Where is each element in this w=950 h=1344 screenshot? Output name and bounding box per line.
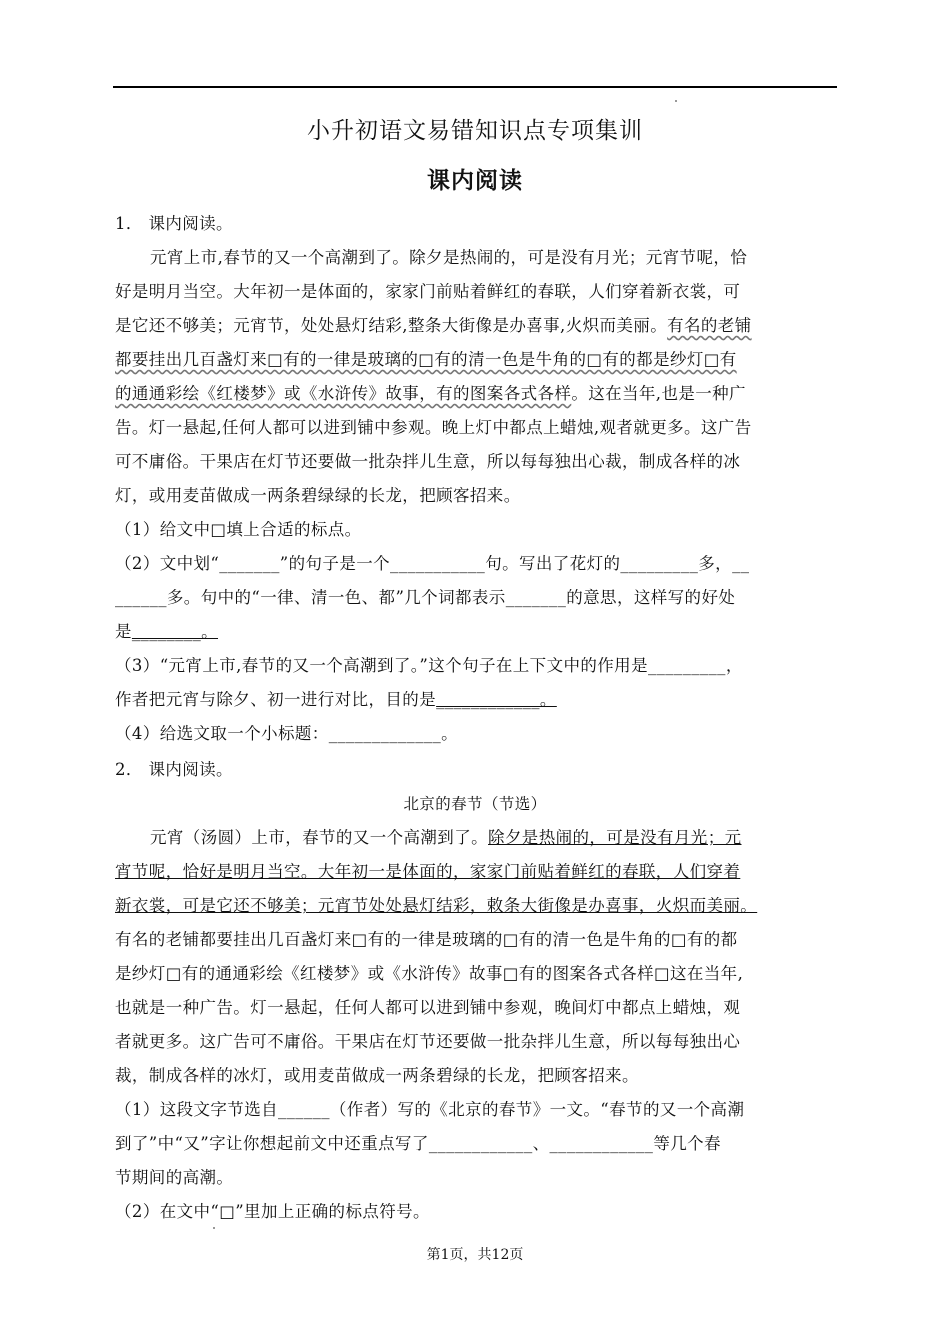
q2-para-line: 新衣裳，可是它还不够美；元宵节处处悬灯结彩，敕条大街像是办喜事，火炽而美丽。 [115, 896, 758, 915]
q1-para-line [115, 349, 737, 371]
q2-para-line: 裁，制成各样的冰灯，或用麦苗做成一两条碧绿的长龙，把顾客招来。 [115, 1066, 639, 1085]
blank[interactable]: ___________ [390, 554, 486, 573]
text: ”的句子是一个 [279, 554, 391, 573]
text: 、 [532, 1134, 550, 1153]
q1-para-line: 告。灯一悬起,任何人都可以进到铺中参观。晚上灯中都点上蜡烛,观者就更多。这广告 [115, 418, 752, 437]
blank[interactable]: _________ [647, 656, 726, 675]
speck [675, 100, 677, 102]
text: （2）文中划“ [115, 554, 220, 573]
text: 多， [698, 554, 733, 573]
text: 句。写出了花灯的 [485, 554, 621, 573]
q1-para-line [115, 315, 752, 337]
text: 多。句中的“一律、清一色、都”几个词都表示 [166, 588, 506, 607]
text: （1）这段文字节选自 [115, 1100, 278, 1119]
blank[interactable]: _____________ [328, 724, 442, 743]
text: 等几个春 [653, 1134, 721, 1153]
q1-heading: 1． 课内阅读。 [115, 214, 233, 233]
q1-sub1: （1）给文中□填上合适的标点。 [115, 520, 362, 539]
q1-sub2 [115, 553, 749, 575]
q2-para-line: 也就是一种广告。灯一悬起，任何人都可以进到铺中参观，晚间灯中都点上蜡烛，观 [115, 998, 741, 1017]
q2-passage-title: 北京的春节（节选） [403, 795, 547, 813]
blank[interactable]: ____________ [549, 1134, 654, 1153]
marked-sentence: 有名的老铺 [667, 316, 752, 335]
q1-para-line: 可不庸俗。干果店在灯节还要做一批杂拌儿生意，所以每每独出心裁，制成各样的冰 [115, 452, 741, 471]
q1-para-line: 灯，或用麦苗做成一两条碧绿绿的长龙，把顾客招来。 [115, 486, 521, 505]
blank[interactable]: ____________。 [436, 690, 557, 709]
blank[interactable]: _________ [620, 554, 699, 573]
text: 是它还不够美；元宵节，处处悬灯结彩,整条大街像是办喜事,火炽而美丽。 [115, 316, 668, 335]
q2-sub1-cont [115, 1133, 721, 1155]
text: 是 [115, 622, 132, 641]
speck [213, 1227, 215, 1229]
q1-sub4 [115, 723, 458, 745]
text: 的意思，这样写的好处 [566, 588, 736, 607]
text: （作者）写的《北京的春节》一文。“春节的又一个高潮 [329, 1100, 745, 1119]
q2-heading: 2． 课内阅读。 [115, 760, 233, 779]
q1-sub2-cont [115, 621, 218, 643]
q1-para-line [115, 383, 746, 405]
text: 作者把元宵与除夕、初一进行对比，目的是 [115, 690, 437, 709]
page-footer: 第1页，共12页 [426, 1247, 524, 1263]
text: 。 [441, 724, 459, 743]
q2-para-line [150, 827, 742, 849]
q1-para-line: 元宵上市,春节的又一个高潮到了。除夕是热闹的，可是没有月光；元宵节呢，恰 [150, 248, 748, 267]
underlined-sentence: 除夕是热闹的，可是没有月光；元 [488, 828, 742, 847]
page-subtitle: 课内阅读 [427, 168, 523, 194]
q1-sub3-cont [115, 689, 557, 711]
q1-sub3 [115, 655, 743, 677]
text: 。这在当年,也是一种广 [571, 384, 746, 403]
q2-sub1-cont: 节期间的高潮。 [115, 1168, 234, 1187]
text: （4）给选文取一个小标题： [115, 724, 329, 743]
q2-para-line: 者就更多。这广告可不庸俗。干果店在灯节还要做一批杂拌儿生意，所以每每独出心 [115, 1032, 741, 1051]
q2-sub1 [115, 1099, 744, 1121]
blank[interactable]: __ [732, 554, 750, 573]
blank[interactable]: ______ [115, 588, 167, 607]
blank[interactable]: ____________ [428, 1134, 533, 1153]
q2-sub2: （2）在文中“□”里加上正确的标点符号。 [115, 1202, 430, 1221]
marked-sentence: 都要挂出几百盏灯来□有的一律是玻璃的□有的清一色是牛角的□有的都是纱灯□有 [115, 350, 737, 369]
text: ， [725, 656, 743, 675]
q2-para-line: 有名的老铺都要挂出几百盏灯来□有的一律是玻璃的□有的清一色是牛角的□有的都 [115, 930, 738, 949]
page-title: 小升初语文易错知识点专项集训 [307, 118, 643, 144]
text: 元宵（汤圆）上市，春节的又一个高潮到了。 [150, 828, 488, 847]
q2-para-line: 是纱灯□有的通通彩绘《红楼梦》或《水浒传》故事□有的图案各式各样□这在当年, [115, 964, 744, 983]
blank[interactable]: ______ [278, 1100, 330, 1119]
blank[interactable]: _______ [505, 588, 567, 607]
text: （3）“元宵上市,春节的又一个高潮到了。”这个句子在上下文中的作用是 [115, 656, 648, 675]
blank[interactable]: ________。 [131, 622, 219, 641]
q1-para-line: 好是明月当空。大年初一是体面的，家家门前贴着鲜红的春联，人们穿着新衣裳，可 [115, 282, 741, 301]
blank[interactable]: _______ [219, 554, 280, 573]
q1-sub2-cont [115, 587, 735, 609]
header-rule [113, 86, 837, 88]
text: 到了”中“又”字让你想起前文中还重点写了 [115, 1134, 429, 1153]
q2-para-line: 宵节呢，恰好是明月当空。大年初一是体面的，家家门前贴着鲜红的春联，人们穿着 [115, 862, 741, 881]
marked-sentence: 的通通彩绘《红楼梦》或《水浒传》故事，有的图案各式各样 [115, 384, 572, 403]
